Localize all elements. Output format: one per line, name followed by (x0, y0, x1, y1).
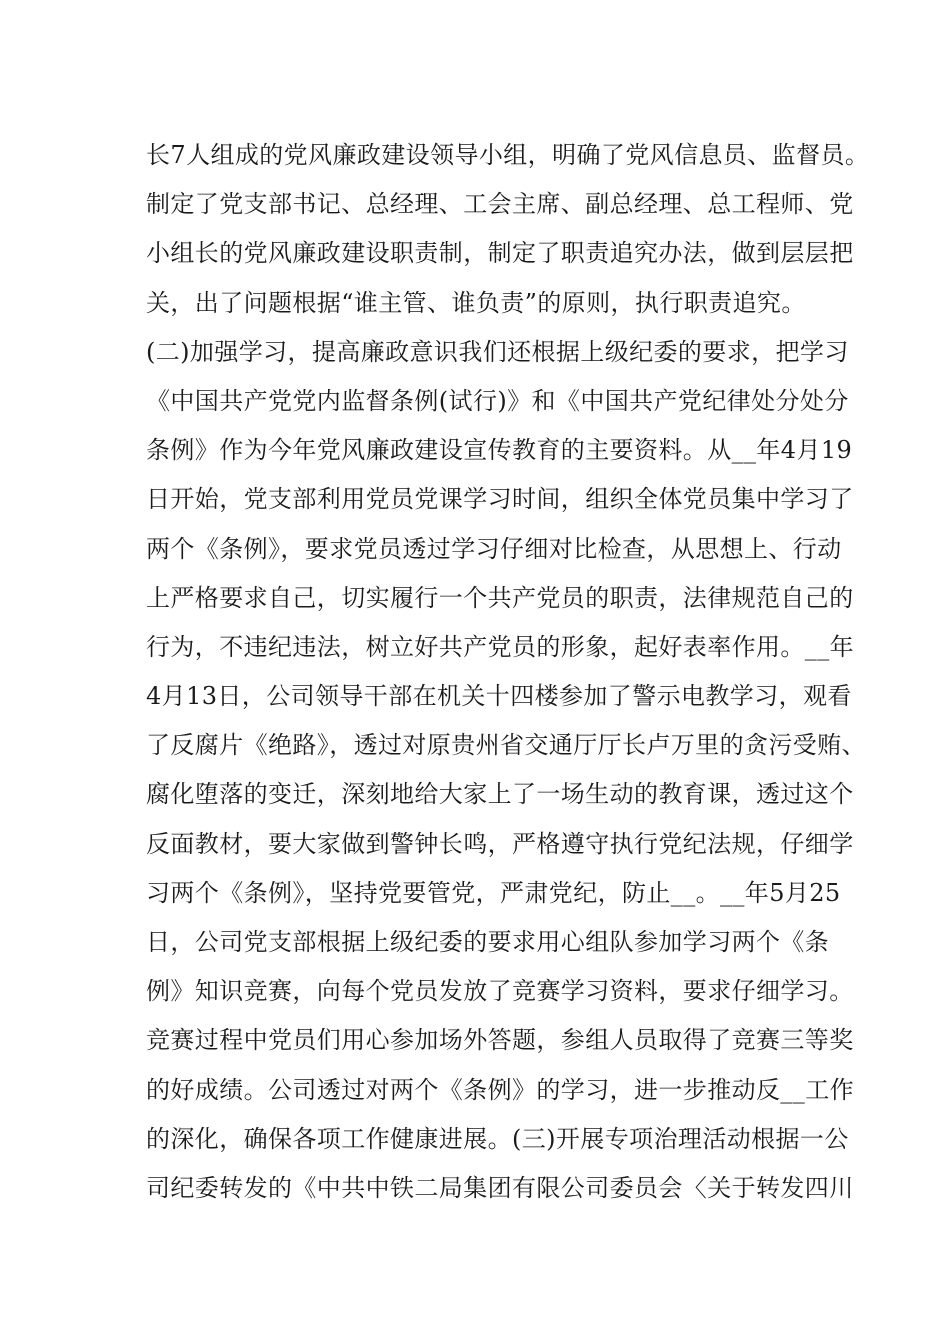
text-line: 《中国共产党党内监督条例(试行)》和《中国共产党纪律处分处分 (146, 386, 849, 415)
text-line: 腐化堕落的变迁，深刻地给大家上了一场生动的教育课，透过这个 (146, 780, 854, 809)
text-line: 司纪委转发的《中共中铁二局集团有限公司委员会〈关于转发四川 (146, 1173, 854, 1202)
text-line: 日开始，党支部利用党员党课学习时间，组织全体党员集中学习了 (146, 485, 854, 514)
text-line: 4月13日，公司领导干部在机关十四楼参加了警示电教学习，观看 (146, 682, 852, 711)
text-line: 上严格要求自己，切实履行一个共产党员的职责，法律规范自己的 (146, 583, 854, 612)
text-line: 日，公司党支部根据上级纪委的要求用心组队参加学习两个《条 (146, 928, 830, 956)
text-line: 小组长的党风廉政建设职责制，制定了职责追究办法，做到层层把 (146, 239, 854, 268)
text-line: 例》知识竞赛，向每个党员发放了竞赛学习资料，要求仔细学习。 (146, 977, 854, 1006)
text-line: 习两个《条例》，坚持党要管党，严肃党纪，防止__。__年5月25 (146, 878, 841, 907)
text-line: 了反腐片《绝路》，透过对原贵州省交通厅厅长卢万里的贪污受贿、 (146, 731, 866, 760)
text-line: 反面教材，要大家做到警钟长鸣，严格遵守执行党纪法规，仔细学 (146, 829, 854, 858)
text-line: 条例》作为今年党风廉政建设宣传教育的主要资料。从__年4月19 (146, 436, 853, 465)
text-line: 竞赛过程中党员们用心参加场外答题，参组人员取得了竞赛三等奖 (146, 1026, 854, 1055)
text-line: 的好成绩。公司透过对两个《条例》的学习，进一步推动反__工作 (146, 1075, 854, 1104)
body-text (146, 131, 870, 1213)
text-line: 制定了党支部书记、总经理、工会主席、副总经理、总工程师、党 (146, 190, 854, 219)
text-line: 两个《条例》，要求党员透过学习仔细对比检查，从思想上、行动 (146, 534, 842, 563)
text-line: 的深化，确保各项工作健康进展。(三)开展专项治理活动根据一公 (146, 1124, 849, 1153)
text-line: (二)加强学习，提高廉政意识我们还根据上级纪委的要求，把学习 (146, 337, 849, 366)
text-line: 行为，不违纪违法，树立好共产党员的形象，起好表率作用。__年 (146, 632, 854, 661)
text-line: 长7人组成的党风廉政建设领导小组，明确了党风信息员、监督员。 (146, 141, 870, 169)
text-line: 关，出了问题根据“谁主管、谁负责”的原则，执行职责追究。 (146, 288, 806, 317)
